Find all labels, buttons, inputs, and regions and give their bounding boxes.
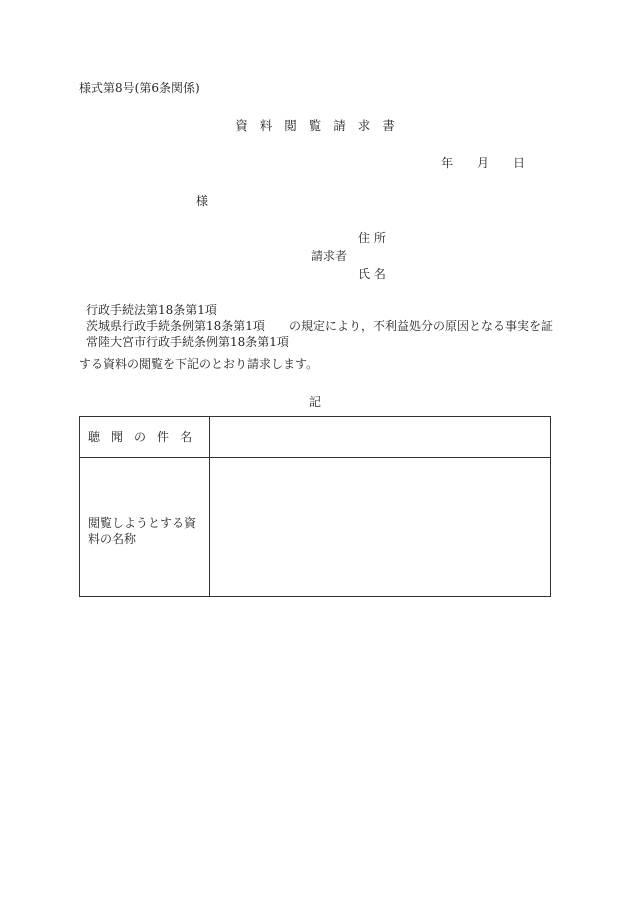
table-divider-vertical — [209, 417, 210, 596]
form-number: 様式第8号(第6条関係) — [79, 81, 200, 95]
hearing-label-char: の — [134, 430, 147, 444]
hearing-subject-label — [88, 431, 203, 443]
title-char: 求 — [357, 118, 371, 133]
name-label: 氏 名 — [358, 267, 386, 281]
title-char: 閲 — [284, 118, 297, 133]
addressee-suffix: 様 — [196, 194, 209, 208]
hearing-label-char: 聞 — [111, 430, 124, 444]
address-label: 住 所 — [358, 231, 386, 245]
table-divider-horizontal — [80, 457, 550, 458]
requester-label: 請求者 — [311, 249, 348, 263]
ki-label: 記 — [308, 395, 321, 409]
date-line — [441, 157, 525, 169]
month-label: 月 — [477, 156, 490, 170]
hearing-label-char: 聴 — [88, 430, 101, 444]
legal-basis-option: 行政手続法第18条第1項 — [86, 303, 217, 317]
materials-name-label: 閲覧しようとする資料の名称 — [88, 516, 197, 546]
request-table — [79, 416, 551, 597]
request-sentence-part1: の規定により，不利益処分の原因となる事実を証 — [289, 319, 554, 333]
legal-basis-option: 茨城県行政手続条例第18条第1項 — [86, 319, 265, 333]
hearing-label-char: 件 — [157, 430, 170, 444]
document-title — [0, 120, 630, 133]
hearing-label-char: 名 — [180, 430, 193, 444]
title-char: 資 — [235, 118, 248, 133]
title-char: 覧 — [308, 118, 322, 133]
title-char: 請 — [333, 118, 346, 133]
day-label: 日 — [513, 156, 526, 170]
title-char: 書 — [382, 118, 395, 133]
title-char: 料 — [259, 118, 273, 133]
request-sentence-part2: する資料の閲覧を下記のとおり請求します。 — [79, 357, 319, 371]
year-label: 年 — [441, 156, 454, 170]
legal-basis-option: 常陸大宮市行政手続条例第18条第1項 — [86, 335, 289, 349]
